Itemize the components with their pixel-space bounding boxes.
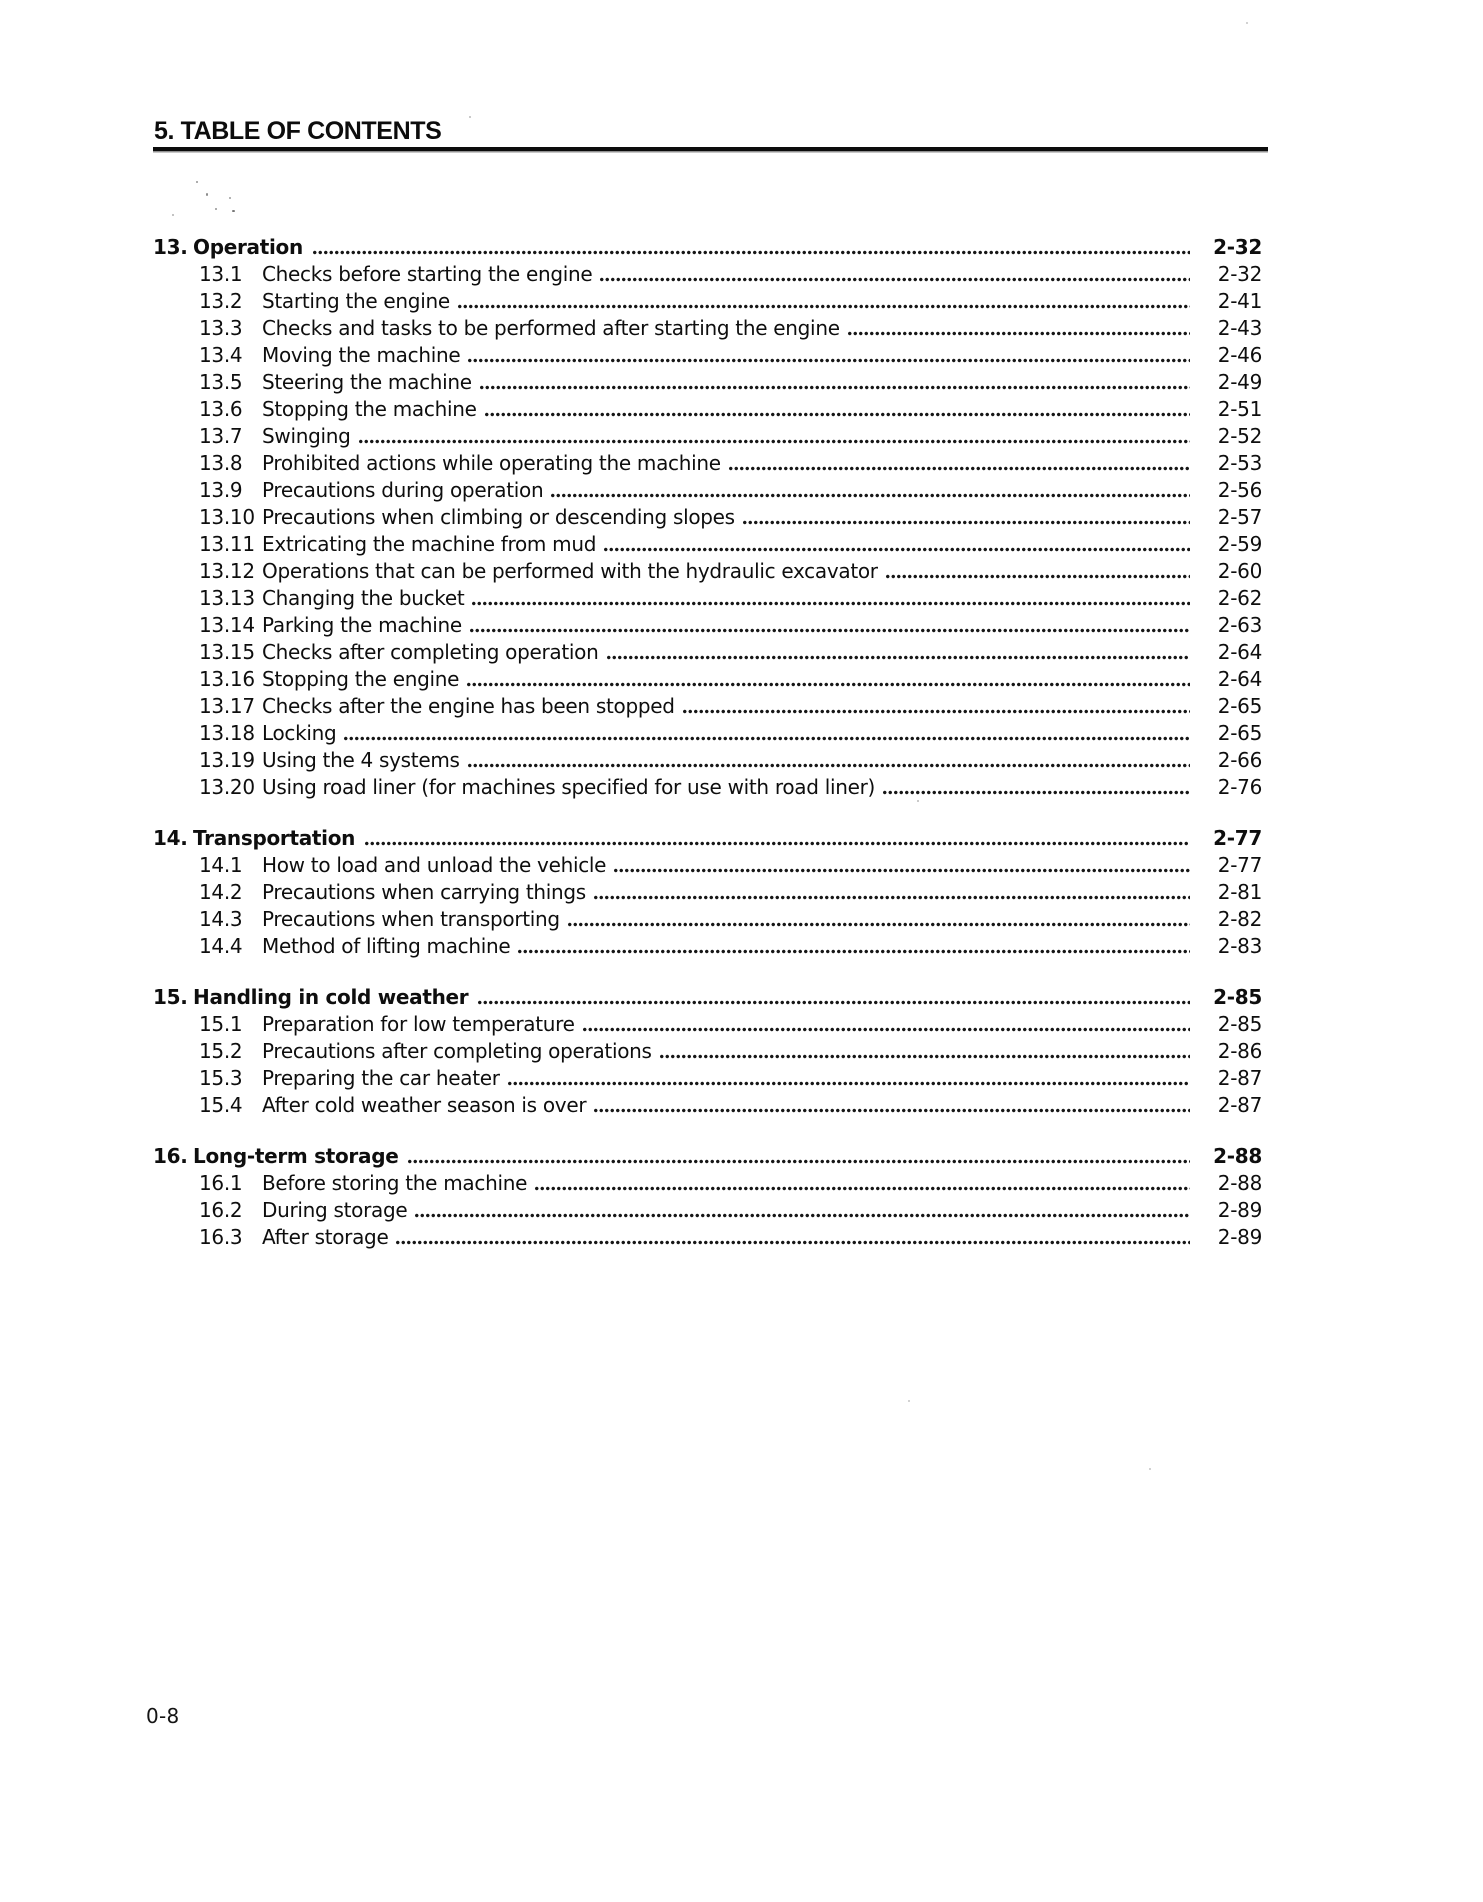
toc-entry-row: [153, 720, 1262, 747]
entry-page: 2-65: [1217, 721, 1262, 745]
dot-leader: [479, 384, 1190, 391]
toc-entry-row: [153, 558, 1262, 585]
entry-page: 2-86: [1217, 1039, 1262, 1063]
entry-number: 14.: [153, 826, 188, 850]
toc-entry-row: [153, 342, 1262, 369]
scan-speck: [229, 197, 231, 199]
dot-leader: [728, 465, 1190, 472]
entry-page: 2-46: [1217, 343, 1262, 367]
entry-number: 13.7: [199, 424, 243, 448]
entry-page: 2-89: [1217, 1198, 1262, 1222]
entry-page: 2-77: [1213, 826, 1262, 850]
entry-title: Precautions when carrying things: [262, 880, 586, 904]
entry-title: After cold weather season is over: [262, 1093, 587, 1117]
entry-number: 14.3: [199, 907, 243, 931]
entry-title: Operation: [193, 235, 303, 259]
dot-leader: [507, 1080, 1190, 1087]
toc-section-row: [153, 825, 1262, 852]
entry-number: 13.1: [199, 262, 243, 286]
dot-leader: [882, 789, 1190, 796]
toc-entry-row: [153, 1170, 1262, 1197]
entry-title: Locking: [262, 721, 337, 745]
entry-title: Handling in cold weather: [193, 985, 469, 1009]
entry-page: 2-88: [1213, 1144, 1262, 1168]
entry-title: Precautions when transporting: [262, 907, 560, 931]
entry-title: Precautions when climbing or descending slopes: [262, 505, 735, 529]
entry-page: 2-49: [1217, 370, 1262, 394]
toc-entry-row: [153, 1197, 1262, 1224]
scan-speck: [469, 116, 471, 118]
entry-number: 16.2: [199, 1198, 243, 1222]
entry-page: 2-77: [1217, 853, 1262, 877]
entry-title: Moving the machine: [262, 343, 461, 367]
dot-leader: [395, 1239, 1190, 1246]
scan-speck: [908, 1400, 910, 1402]
toc-section-row: [153, 234, 1262, 261]
dot-leader: [467, 357, 1190, 364]
entry-title: Operations that can be performed with the hydraulic excavator: [262, 559, 878, 583]
entry-number: 14.1: [199, 853, 243, 877]
entry-number: 13.9: [199, 478, 243, 502]
toc-entry-row: [153, 612, 1262, 639]
entry-page: 2-64: [1217, 667, 1262, 691]
dot-leader: [682, 708, 1190, 715]
scan-speck: [172, 214, 174, 216]
scan-speck: [196, 181, 198, 183]
entry-number: 13.13: [199, 586, 255, 610]
entry-title: Before storing the machine: [262, 1171, 528, 1195]
dot-leader: [457, 303, 1190, 310]
scan-speck: [1149, 1468, 1151, 1470]
entry-number: 13.6: [199, 397, 243, 421]
entry-number: 15.: [153, 985, 188, 1009]
toc-entry-row: [153, 1092, 1262, 1119]
entry-title: Swinging: [262, 424, 351, 448]
dot-leader: [885, 573, 1190, 580]
entry-page: 2-85: [1213, 985, 1262, 1009]
entry-title: Precautions after completing operations: [262, 1039, 652, 1063]
entry-number: 13.18: [199, 721, 255, 745]
toc-entry-row: [153, 396, 1262, 423]
entry-title: Extricating the machine from mud: [262, 532, 597, 556]
entry-number: 13.11: [199, 532, 255, 556]
toc-section: [153, 234, 1262, 801]
entry-number: 16.1: [199, 1171, 243, 1195]
entry-page: 2-60: [1217, 559, 1262, 583]
entry-page: 2-63: [1217, 613, 1262, 637]
dot-leader: [364, 840, 1190, 847]
entry-page: 2-41: [1217, 289, 1262, 313]
entry-page: 2-85: [1217, 1012, 1262, 1036]
dot-leader: [613, 867, 1190, 874]
toc-section: [153, 825, 1262, 960]
entry-number: 13.2: [199, 289, 243, 313]
dot-leader: [599, 276, 1190, 283]
entry-number: 15.4: [199, 1093, 243, 1117]
entry-number: 13.3: [199, 316, 243, 340]
dot-leader: [606, 654, 1191, 661]
toc-entry-row: [153, 906, 1262, 933]
entry-page: 2-32: [1213, 235, 1262, 259]
entry-page: 2-89: [1217, 1225, 1262, 1249]
dot-leader: [517, 948, 1190, 955]
toc-section: [153, 984, 1262, 1119]
dot-leader: [593, 894, 1190, 901]
entry-page: 2-51: [1217, 397, 1262, 421]
entry-page: 2-83: [1217, 934, 1262, 958]
entry-title: Preparing the car heater: [262, 1066, 500, 1090]
toc-entry-row: [153, 693, 1262, 720]
entry-page: 2-76: [1217, 775, 1262, 799]
toc-entry-row: [153, 1011, 1262, 1038]
entry-page: 2-56: [1217, 478, 1262, 502]
table-of-contents: [153, 234, 1262, 1251]
entry-number: 13.5: [199, 370, 243, 394]
entry-title: After storage: [262, 1225, 389, 1249]
toc-entry-row: [153, 423, 1262, 450]
toc-entry-row: [153, 288, 1262, 315]
entry-number: 13.: [153, 235, 188, 259]
toc-entry-row: [153, 585, 1262, 612]
toc-entry-row: [153, 504, 1262, 531]
dot-leader: [603, 546, 1190, 553]
dot-leader: [534, 1185, 1190, 1192]
toc-entry-row: [153, 774, 1262, 801]
entry-page: 2-43: [1217, 316, 1262, 340]
toc-section-row: [153, 1143, 1262, 1170]
entry-title: Long-term storage: [193, 1144, 399, 1168]
entry-title: Checks after the engine has been stopped: [262, 694, 675, 718]
dot-leader: [471, 600, 1190, 607]
entry-title: Using the 4 systems: [262, 748, 460, 772]
entry-number: 13.17: [199, 694, 255, 718]
toc-entry-row: [153, 369, 1262, 396]
toc-entry-row: [153, 879, 1262, 906]
entry-page: 2-32: [1217, 262, 1262, 286]
entry-title: Using road liner (for machines specified for use with road liner): [262, 775, 876, 799]
entry-title: During storage: [262, 1198, 408, 1222]
toc-entry-row: [153, 450, 1262, 477]
entry-page: 2-87: [1217, 1093, 1262, 1117]
dot-leader: [593, 1107, 1190, 1114]
entry-title: Stopping the engine: [262, 667, 460, 691]
entry-page: 2-88: [1217, 1171, 1262, 1195]
dot-leader: [469, 627, 1190, 634]
scan-speck: [917, 800, 919, 802]
entry-title: Prohibited actions while operating the machine: [262, 451, 721, 475]
entry-page: 2-87: [1217, 1066, 1262, 1090]
entry-number: 16.: [153, 1144, 188, 1168]
dot-leader: [467, 762, 1190, 769]
toc-entry-row: [153, 531, 1262, 558]
toc-entry-row: [153, 1224, 1262, 1251]
entry-number: 15.2: [199, 1039, 243, 1063]
dot-leader: [358, 438, 1190, 445]
entry-number: 15.1: [199, 1012, 243, 1036]
entry-page: 2-64: [1217, 640, 1262, 664]
entry-number: 13.19: [199, 748, 255, 772]
toc-entry-row: [153, 315, 1262, 342]
dot-leader: [742, 519, 1190, 526]
page-number: 0-8: [146, 1704, 180, 1728]
entry-number: 14.4: [199, 934, 243, 958]
toc-section-row: [153, 984, 1262, 1011]
entry-number: 15.3: [199, 1066, 243, 1090]
toc-section: [153, 1143, 1262, 1251]
toc-entry-row: [153, 747, 1262, 774]
entry-title: Stopping the machine: [262, 397, 477, 421]
entry-number: 13.10: [199, 505, 255, 529]
toc-entry-row: [153, 477, 1262, 504]
entry-title: Changing the bucket: [262, 586, 465, 610]
entry-number: 13.15: [199, 640, 255, 664]
entry-number: 13.12: [199, 559, 255, 583]
scan-speck: [215, 208, 217, 210]
dot-leader: [847, 330, 1190, 337]
entry-title: Parking the machine: [262, 613, 462, 637]
toc-entry-row: [153, 933, 1262, 960]
entry-number: 16.3: [199, 1225, 243, 1249]
entry-title: Starting the engine: [262, 289, 450, 313]
dot-leader: [414, 1212, 1190, 1219]
entry-page: 2-52: [1217, 424, 1262, 448]
entry-title: Transportation: [193, 826, 356, 850]
toc-entry-row: [153, 1038, 1262, 1065]
entry-page: 2-62: [1217, 586, 1262, 610]
dot-leader: [659, 1053, 1190, 1060]
toc-entry-row: [153, 666, 1262, 693]
dot-leader: [484, 411, 1190, 418]
toc-entry-row: [153, 852, 1262, 879]
entry-number: 13.20: [199, 775, 255, 799]
entry-number: 13.16: [199, 667, 255, 691]
entry-page: 2-82: [1217, 907, 1262, 931]
scan-speck: [206, 193, 208, 196]
entry-title: Checks and tasks to be performed after starting the engine: [262, 316, 840, 340]
entry-title: Method of lifting machine: [262, 934, 511, 958]
toc-entry-row: [153, 639, 1262, 666]
entry-page: 2-53: [1217, 451, 1262, 475]
dot-leader: [466, 681, 1190, 688]
entry-title: Steering the machine: [262, 370, 472, 394]
dot-leader: [477, 999, 1190, 1006]
entry-title: How to load and unload the vehicle: [262, 853, 607, 877]
entry-title: Checks before starting the engine: [262, 262, 593, 286]
entry-number: 14.2: [199, 880, 243, 904]
entry-page: 2-57: [1217, 505, 1262, 529]
page-title: 5. TABLE OF CONTENTS: [154, 117, 442, 145]
toc-entry-row: [153, 1065, 1262, 1092]
entry-number: 13.14: [199, 613, 255, 637]
entry-page: 2-81: [1217, 880, 1262, 904]
dot-leader: [582, 1026, 1190, 1033]
scan-speck: [1246, 22, 1248, 24]
entry-number: 13.4: [199, 343, 243, 367]
dot-leader: [312, 249, 1190, 256]
entry-page: 2-65: [1217, 694, 1262, 718]
entry-title: Preparation for low temperature: [262, 1012, 575, 1036]
entry-number: 13.8: [199, 451, 243, 475]
entry-title: Precautions during operation: [262, 478, 544, 502]
entry-title: Checks after completing operation: [262, 640, 599, 664]
header-rule: [153, 147, 1268, 151]
dot-leader: [550, 492, 1190, 499]
dot-leader: [343, 735, 1190, 742]
toc-entry-row: [153, 261, 1262, 288]
scan-speck: [232, 210, 235, 212]
dot-leader: [407, 1158, 1190, 1165]
entry-page: 2-66: [1217, 748, 1262, 772]
dot-leader: [567, 921, 1190, 928]
entry-page: 2-59: [1217, 532, 1262, 556]
